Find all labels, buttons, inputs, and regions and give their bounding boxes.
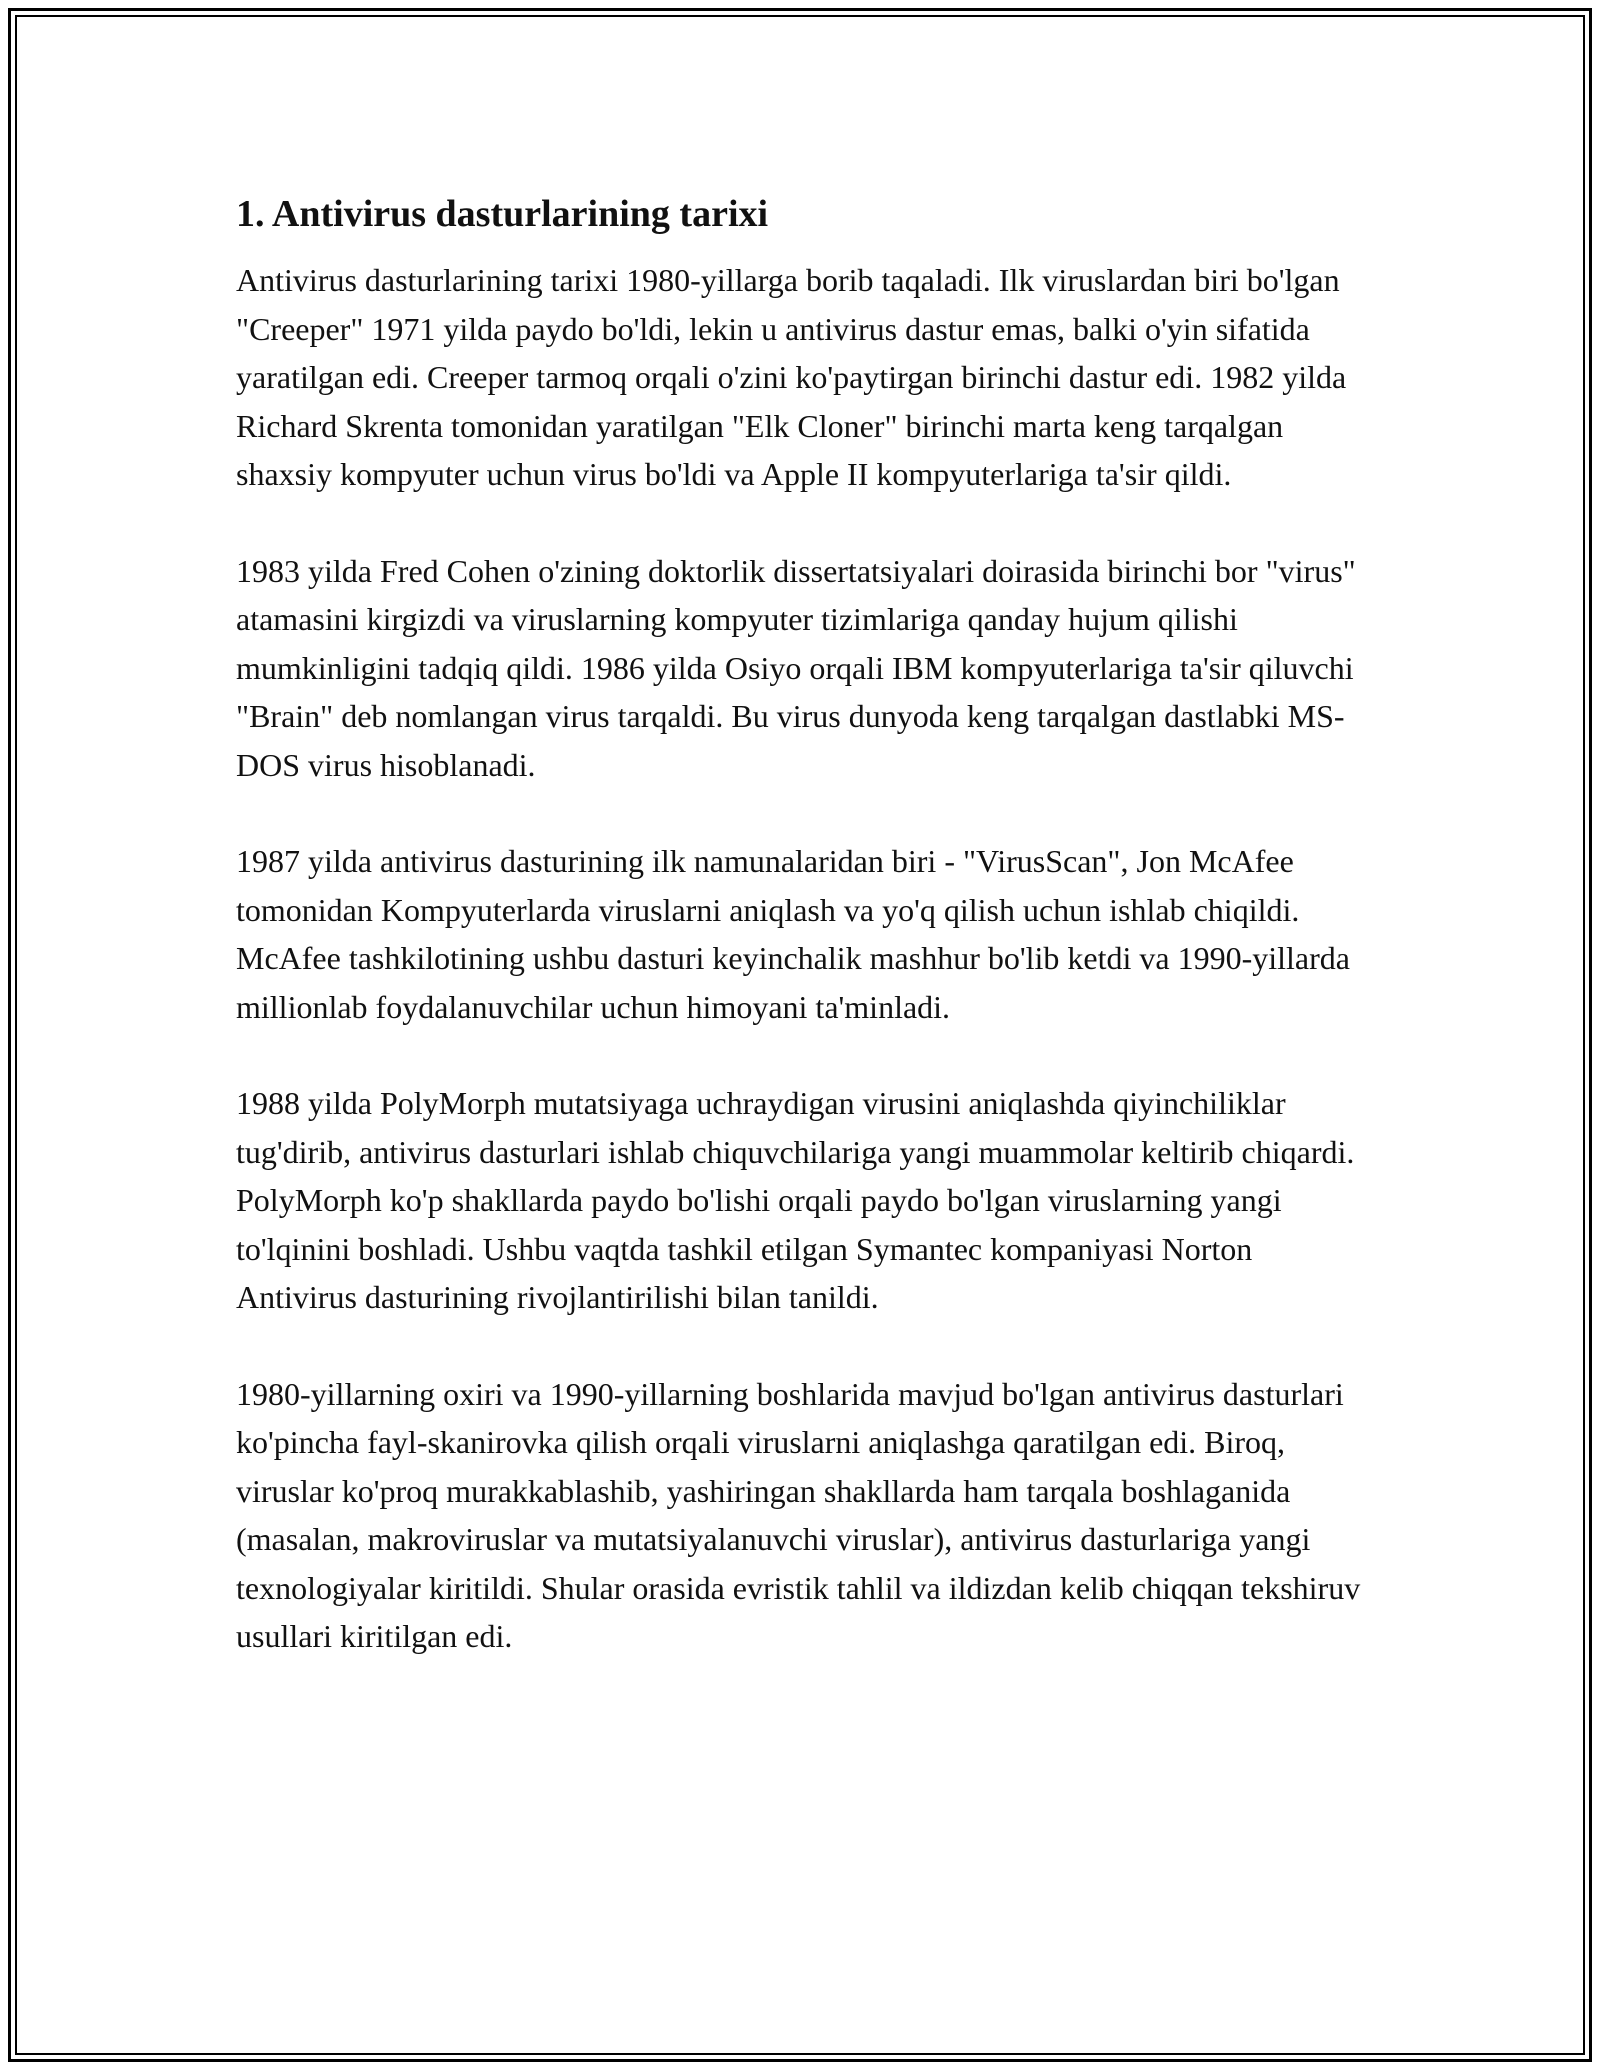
paragraph-2: 1983 yilda Fred Cohen o'zining doktorlik dissertatsiyalari doirasida birinchi bor "virus" atamasini kirgizdi va viruslarning kompyuter tizimlariga qanday hujum qilishi mumkinligini tadqiq qildi. 1986 yilda Osiyo orqali IBM kompyuterlariga ta'sir qiluvchi "Brain" deb nomlangan virus tarqaldi. Bu virus dunyoda keng tarqalgan dastlabki MS-DOS virus hisoblanadi. — [236, 552, 1356, 783]
section-heading: 1. Antivirus dasturlarining tarixi — [236, 193, 769, 235]
paragraph-3: 1987 yilda antivirus dasturining ilk namunalaridan biri - "VirusScan", Jon McAfee tomonidan Kompyuterlarda viruslarni aniqlash va yo'q qilish uchun ishlab chiqildi. McAfee tashkilotining ushbu dasturi keyinchalik mashhur bo'lib ketdi va 1990-yillarda millionlab foydalanuvchilar uchun himoyani ta'minladi. — [236, 843, 1350, 1025]
paragraph-4: 1988 yilda PolyMorph mutatsiyaga uchraydigan virusini aniqlashda qiyinchiliklar tug'dirib, antivirus dasturlari ishlab chiquvchilariga yangi muammolar keltirib chiqardi. PolyMorph ko'p shakllarda paydo bo'lishi orqali paydo bo'lgan viruslarning yangi to'lqinini boshladi. Ushbu vaqtda tashkil etilgan Symantec kompaniyasi Norton Antivirus dasturining rivojlantirilishi bilan tanildi. — [236, 1085, 1355, 1315]
document-body — [236, 186, 1376, 1709]
paragraph-1: Antivirus dasturlarining tarixi 1980-yillarga borib taqaladi. Ilk viruslardan biri bo'lgan "Creeper" 1971 yilda paydo bo'ldi, lekin u antivirus dastur emas, balki o'yin sifatida yaratilgan edi. Creeper tarmoq orqali o'zini ko'paytirgan birinchi dastur edi. 1982 yilda Richard Skrenta tomonidan yaratilgan "Elk Cloner" birinchi marta keng tarqalgan shaxsiy kompyuter uchun virus bo'ldi va Apple II kompyuterlariga ta'sir qildi. — [236, 262, 1347, 492]
paragraph-5: 1980-yillarning oxiri va 1990-yillarning boshlarida mavjud bo'lgan antivirus dasturlari ko'pincha fayl-skanirovka qilish orqali viruslarni aniqlashga qaratilgan edi. Biroq, viruslar ko'proq murakkablashib, yashiringan shakllarda ham tarqala boshlaganida (masalan, makroviruslar va mutatsiyalanuvchi viruslar), antivirus dasturlariga yangi texnologiyalar kiritildi. Shular orasida evristik tahlil va ildizdan kelib chiqqan tekshiruv usullari kiritilgan edi. — [236, 1375, 1361, 1654]
